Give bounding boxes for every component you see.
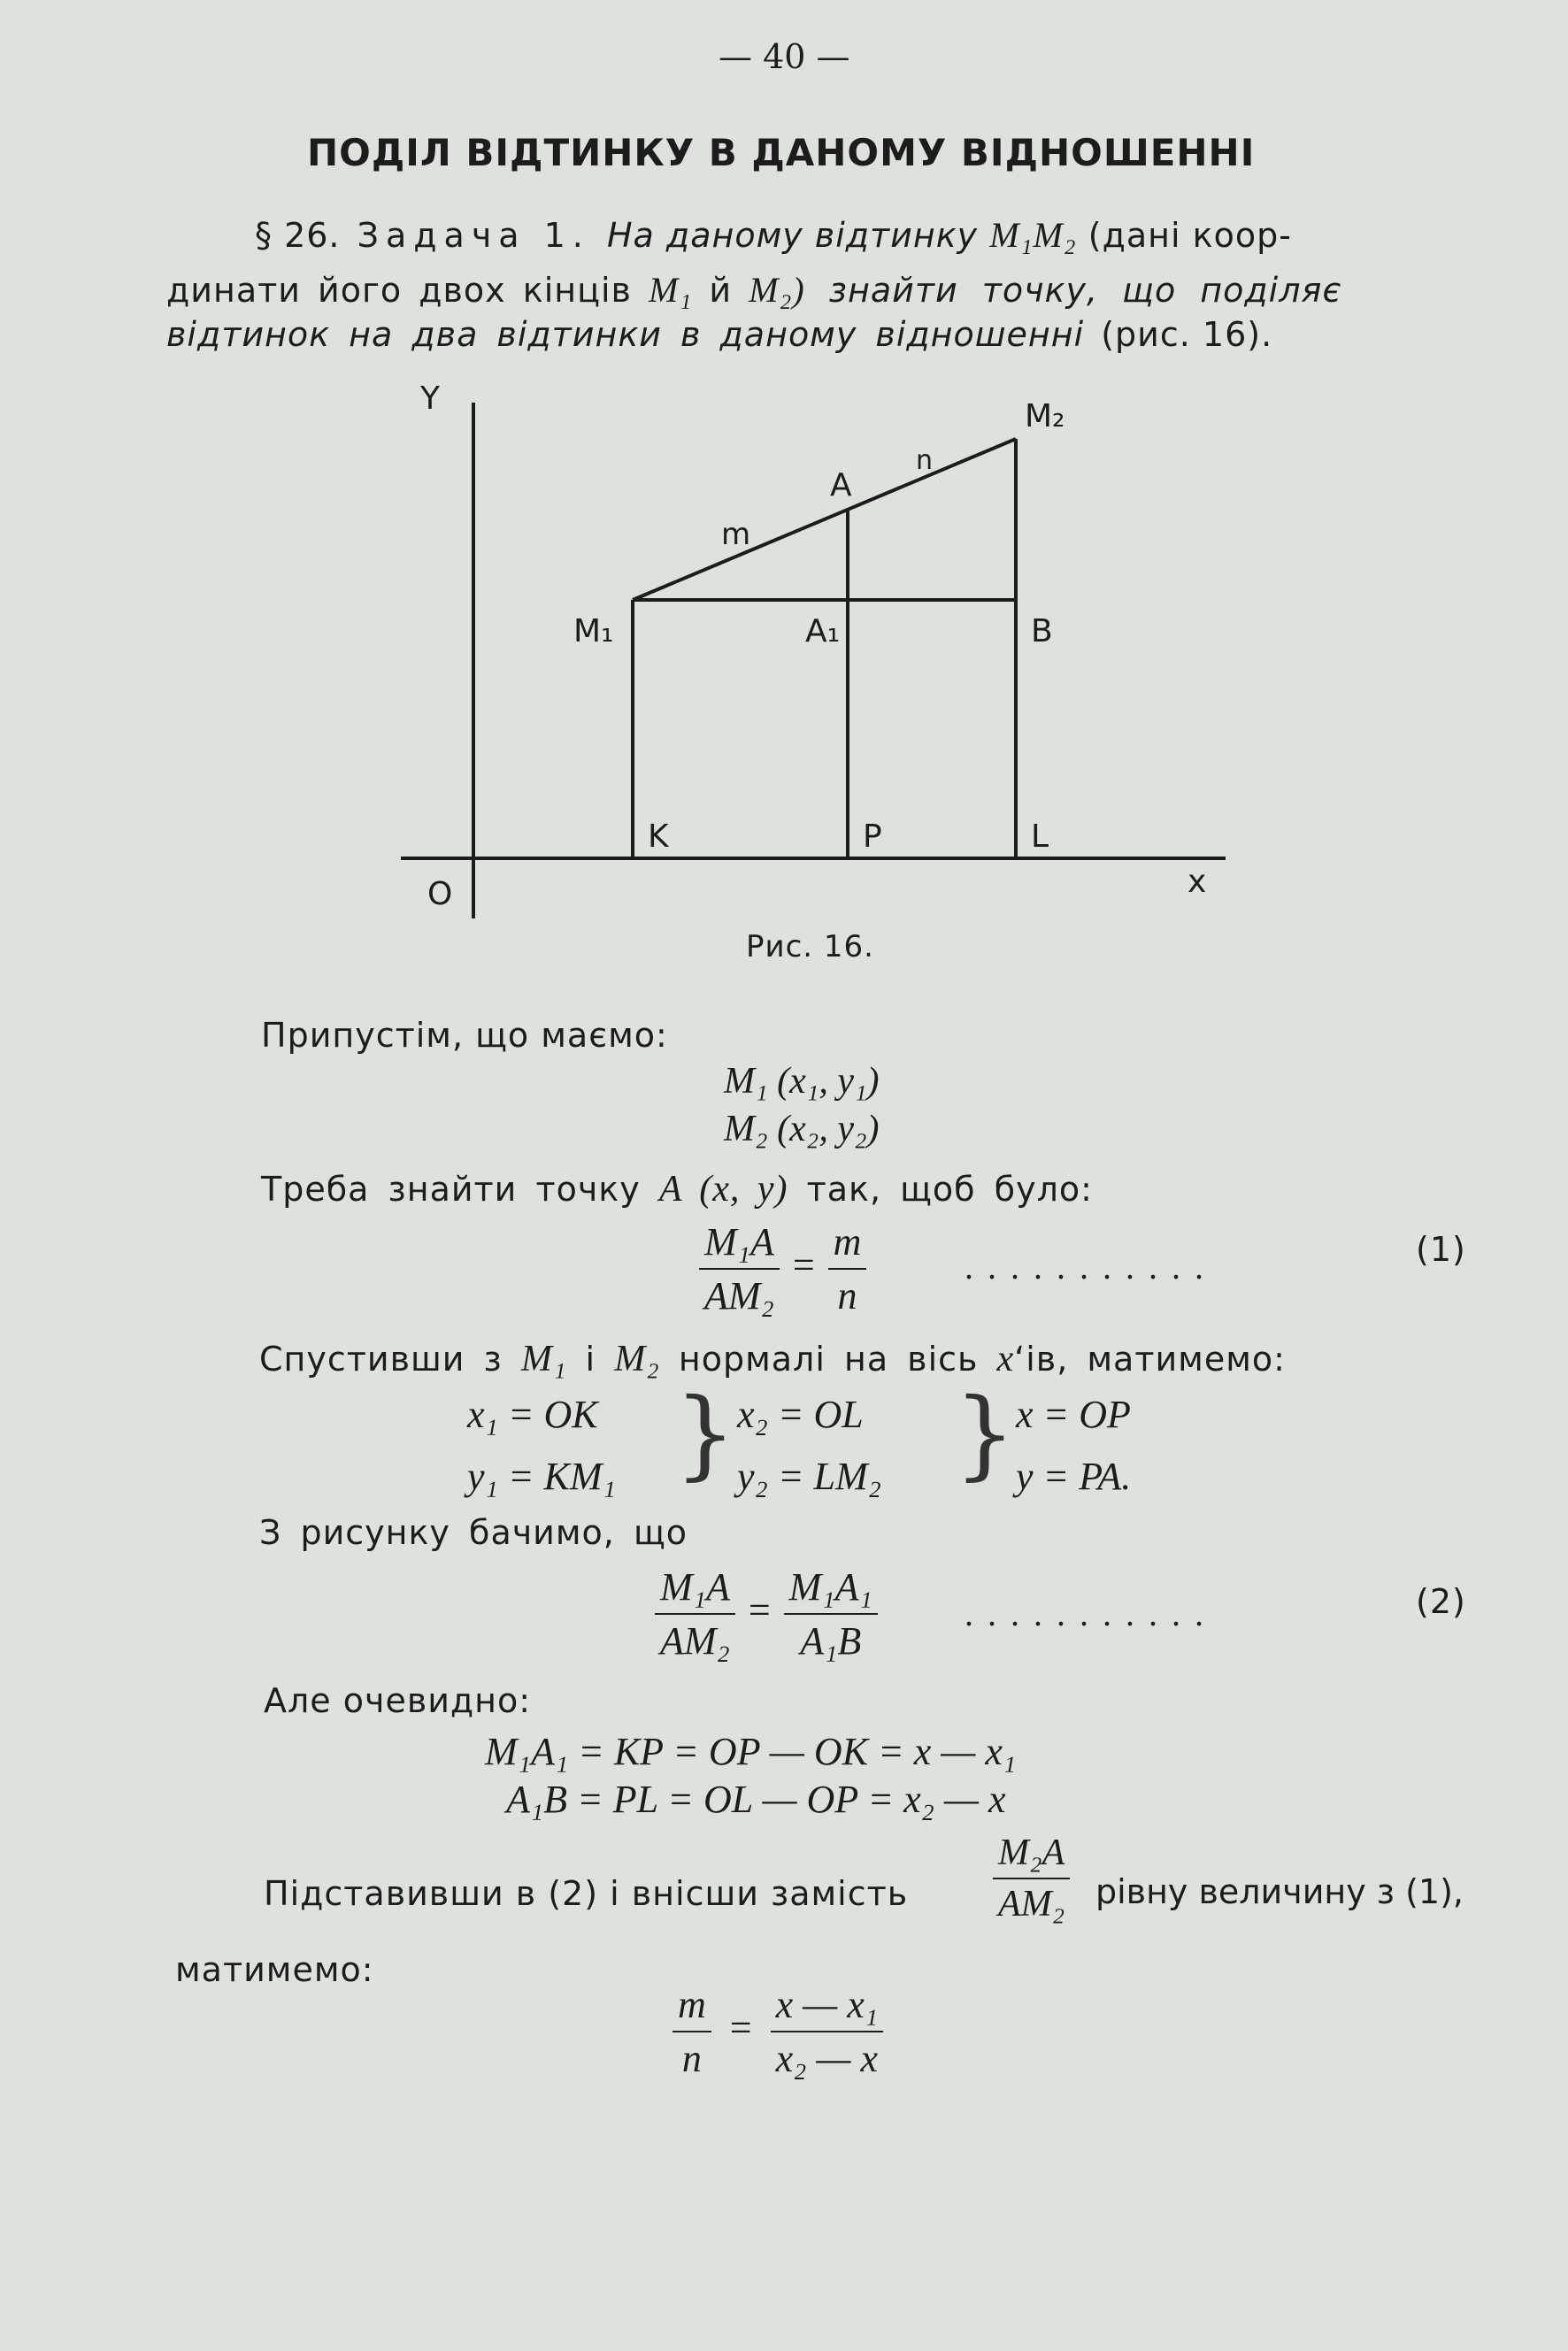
eq1-right-fraction	[828, 1219, 867, 1318]
sys-a1: x₁ = OK	[467, 1393, 598, 1436]
final-right-fraction	[771, 1982, 883, 2081]
problem-paren: (дані коор-	[1088, 216, 1292, 255]
equation-2: $\frac{\text{M₁A}}{\text{AM₂}}$ = $\frac{\text{M₁A₁}}{\text{A₁B}}$	[655, 1564, 878, 1663]
relation-line-1: M₁A₁ = KP = OP — OK = x — x₁	[485, 1730, 1017, 1773]
need-find-line	[261, 1168, 1093, 1210]
but-obvious-text: Але очевидно:	[264, 1681, 532, 1720]
sys-b1: x₂ = OL	[737, 1393, 864, 1436]
dropping-text-3: ‘ів, матимемо:	[1014, 1340, 1286, 1379]
label-o: O	[427, 876, 453, 912]
eq2-left-den: AM₂	[660, 1619, 730, 1663]
equation-1: $\frac{\text{M₁A}}{\text{AM₂}}$ = $\frac{m}{n}$	[699, 1219, 866, 1318]
figure-16	[0, 0, 1568, 973]
eq2-right-num: M₁A₁	[784, 1564, 878, 1615]
problem-italic-3: відтинок на два відтинки в даному відношенні	[166, 315, 1085, 354]
substitution-text: Підставивши в (2) і внісши замість	[264, 1874, 909, 1913]
point-m1: M₁	[649, 270, 693, 310]
eq1-left-den: AM₂	[704, 1274, 774, 1318]
label-x: x	[1188, 864, 1207, 900]
eq1-right-num: m	[828, 1219, 867, 1270]
final-equation: $\frac{m}{n}$ = $\frac{\text{x — x₁}}{\text{x₂ — x}}$	[673, 1982, 883, 2081]
sys-c1: x = OP	[1016, 1393, 1131, 1436]
label-a1: A₁	[805, 613, 841, 649]
label-m1: M₁	[573, 613, 614, 649]
label-l: L	[1031, 818, 1049, 855]
problem-label: Задача 1.	[357, 216, 590, 255]
dropping-m1: M₁	[520, 1339, 567, 1379]
brace-2: }	[954, 1377, 1016, 1490]
label-n: n	[916, 445, 934, 476]
substitution-text-2: рівну величину з (1),	[1095, 1872, 1464, 1911]
label-y: Y	[420, 380, 440, 417]
figure-reference: (рис. 16).	[1101, 315, 1273, 354]
problem-and: й	[709, 271, 733, 310]
final-right-den: x₂ — x	[775, 2037, 879, 2080]
point-m2: M₂)	[749, 270, 805, 310]
segment-m1m2: M₁M₂	[989, 215, 1077, 255]
dropping-m2: M₂	[614, 1339, 660, 1379]
point-a: A (x, y)	[658, 1169, 788, 1210]
need-find-text-2: так, щоб було:	[806, 1170, 1093, 1209]
problem-statement: На даному відтинку	[606, 216, 979, 255]
problem-italic-2: знайти точку, що поділяє	[828, 271, 1342, 310]
final-right-num: x — x₁	[771, 1982, 883, 2032]
from-figure-text: З рисунку бачимо, що	[259, 1513, 688, 1552]
eq2-label: (2)	[1416, 1582, 1466, 1621]
dropping-text-2: нормалі на вісь	[678, 1340, 979, 1379]
label-p: P	[863, 818, 882, 855]
eq1-left-fraction	[699, 1219, 780, 1318]
sys-b2: y₂ = LM₂	[737, 1455, 881, 1498]
eq2-right-fraction	[784, 1564, 878, 1663]
subst-frac-den: AM₂	[998, 1884, 1065, 1925]
label-k: K	[648, 818, 669, 855]
suppose-text: Припустім, що маємо:	[261, 1016, 668, 1055]
subst-frac-num: M₂A	[993, 1832, 1070, 1879]
eq2-right-den: A₁B	[800, 1619, 862, 1663]
page-number: — 40 —	[719, 37, 850, 76]
final-left-fraction	[673, 1982, 711, 2081]
segment-m1-m2	[633, 439, 1016, 600]
label-m2: M₂	[1025, 398, 1065, 434]
m1-coordinates: M₁ (x₁, y₁)	[724, 1061, 880, 1102]
dropping-x: x	[996, 1339, 1015, 1379]
subst-fraction	[993, 1832, 1070, 1925]
we-get-text: матимемо:	[175, 1950, 374, 1989]
sys-c2: y = PA.	[1016, 1455, 1132, 1498]
section-heading: ПОДІЛ ВІДТИНКУ В ДАНОМУ ВІДНОШЕННІ	[307, 131, 1256, 174]
eq2-dots: ...........	[965, 1594, 1218, 1633]
relation-line-2: A₁B = PL = OL — OP = x₂ — x	[506, 1778, 1006, 1821]
label-m: m	[721, 517, 751, 552]
eq2-left-num: M₁A	[655, 1564, 735, 1615]
eq1-dots: ...........	[965, 1247, 1218, 1287]
sys-a2: y₁ = KM₁	[467, 1455, 616, 1498]
brace-1: }	[674, 1377, 736, 1490]
problem-line2-text: динати його двох кінців	[166, 271, 632, 310]
eq2-left-fraction	[655, 1564, 735, 1663]
final-left-num: m	[673, 1982, 711, 2032]
dropping-text-i: і	[585, 1340, 596, 1379]
label-b: B	[1031, 613, 1053, 649]
eq1-label: (1)	[1416, 1230, 1466, 1269]
figure-caption: Рис. 16.	[746, 929, 874, 964]
dropping-line	[259, 1338, 1286, 1380]
subst-frac	[993, 1832, 1070, 1925]
dropping-text-1: Спустивши з	[259, 1340, 503, 1379]
need-find-text: Треба знайти точку	[261, 1170, 641, 1209]
label-a: A	[830, 467, 852, 503]
section-number: § 26.	[255, 216, 341, 255]
final-left-den: n	[681, 2037, 702, 2080]
m2-coordinates: M₂ (x₂, y₂)	[724, 1109, 880, 1149]
eq1-left-num: M₁A	[699, 1219, 780, 1270]
eq1-right-den: n	[837, 1274, 857, 1318]
